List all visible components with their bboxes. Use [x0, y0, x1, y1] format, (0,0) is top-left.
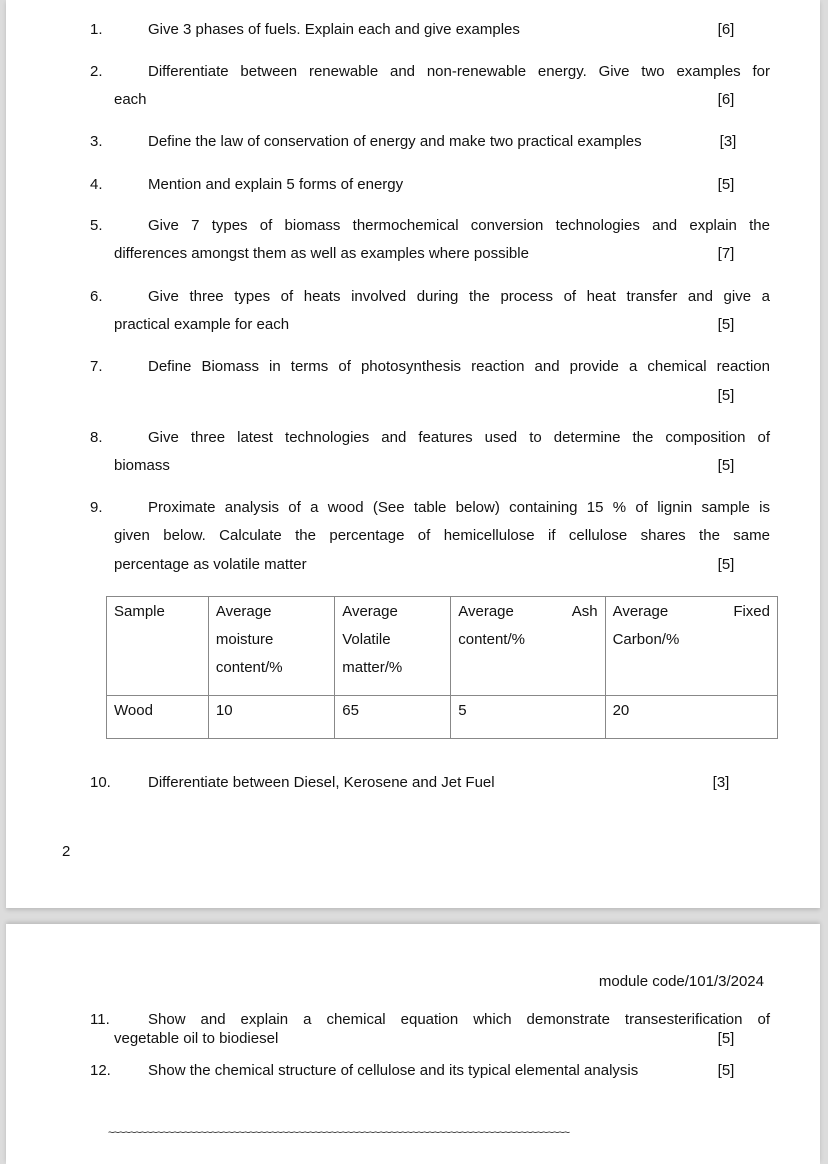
- question-marks: [5]: [717, 176, 735, 193]
- table-header-cell: Average Ash content/%: [451, 597, 605, 696]
- question-number: 12.: [90, 1062, 111, 1079]
- question-number: 3.: [90, 133, 103, 150]
- question-text: Define the law of conservation of energy and make two practical examples: [148, 133, 642, 150]
- question-marks: [5]: [717, 1062, 735, 1079]
- end-of-paper-line: ~~~~~~~~~~~~~~~~~~~~~~~~~~~~~~~~~~~~~~~~~~~~~~~~~~~~~~~~~~~~~~~~~~~~~~~~~~~~~~~~~~~~~: [108, 1127, 570, 1139]
- question-number: 7.: [90, 358, 103, 375]
- question-text: Proximate analysis of a wood (See table below) containing 15 % of lignin sample is: [148, 499, 770, 516]
- question-marks: [3]: [719, 133, 737, 150]
- question-number: 5.: [90, 217, 103, 234]
- question-text-cont: given below. Calculate the percentage of hemicellulose if cellulose shares the same: [114, 527, 770, 544]
- question-marks: [6]: [717, 21, 735, 38]
- question-text: Define Biomass in terms of photosynthesis reaction and provide a chemical reaction: [148, 358, 770, 375]
- question-text: Give three types of heats involved during the process of heat transfer and give a: [148, 288, 770, 305]
- question-text-cont: practical example for each: [114, 316, 290, 333]
- question-marks: [5]: [717, 1030, 735, 1047]
- question-text: Give 7 types of biomass thermochemical conversion technologies and explain the: [148, 217, 770, 234]
- question-number: 2.: [90, 63, 103, 80]
- table-header-cell: Average moisture content/%: [208, 597, 334, 696]
- table-cell: Wood: [107, 696, 209, 739]
- question-number: 9.: [90, 499, 103, 516]
- question-marks: [5]: [717, 556, 735, 573]
- question-text: Mention and explain 5 forms of energy: [148, 176, 404, 193]
- question-text-cont: vegetable oil to biodiesel: [114, 1030, 279, 1047]
- table-header-cell: Average Fixed Carbon/%: [605, 597, 777, 696]
- proximate-analysis-table: [106, 596, 778, 739]
- question-text: Show the chemical structure of cellulose and its typical elemental analysis: [148, 1062, 639, 1079]
- page-number: 2: [62, 843, 71, 860]
- table-row: [107, 696, 778, 739]
- table-cell: 10: [208, 696, 334, 739]
- question-text-cont: biomass: [114, 457, 170, 474]
- question-text: Give three latest technologies and features used to determine the composition of: [148, 429, 770, 446]
- question-marks: [5]: [717, 457, 735, 474]
- question-marks: [5]: [717, 387, 735, 404]
- question-number: 8.: [90, 429, 103, 446]
- question-marks: [5]: [717, 316, 735, 333]
- question-number: 1.: [90, 21, 103, 38]
- question-number: 6.: [90, 288, 103, 305]
- table-header-row: [107, 597, 778, 696]
- question-number: 11.: [90, 1011, 110, 1028]
- module-code: module code/101/3/2024: [598, 973, 764, 990]
- page-1: [6, 0, 820, 908]
- question-text-cont: differences amongst them as well as examples where possible: [114, 245, 529, 262]
- table-cell: 5: [451, 696, 605, 739]
- question-text: Give 3 phases of fuels. Explain each and give examples: [148, 21, 520, 38]
- table-cell: 20: [605, 696, 777, 739]
- table-cell: 65: [335, 696, 451, 739]
- table-header-cell: Average Volatile matter/%: [335, 597, 451, 696]
- question-text: Differentiate between Diesel, Kerosene and Jet Fuel: [148, 774, 495, 791]
- question-number: 10.: [90, 774, 111, 791]
- table-header-cell: Sample: [107, 597, 209, 696]
- question-marks: [3]: [712, 774, 730, 791]
- question-marks: [7]: [717, 245, 735, 262]
- question-marks: [6]: [717, 91, 735, 108]
- question-text-cont: each: [114, 91, 147, 108]
- page-2: [6, 924, 820, 1164]
- question-text: Differentiate between renewable and non-renewable energy. Give two examples for: [148, 63, 770, 80]
- question-text-cont: percentage as volatile matter: [114, 556, 307, 573]
- question-number: 4.: [90, 176, 103, 193]
- question-text: Show and explain a chemical equation which demonstrate transesterification of: [148, 1011, 770, 1028]
